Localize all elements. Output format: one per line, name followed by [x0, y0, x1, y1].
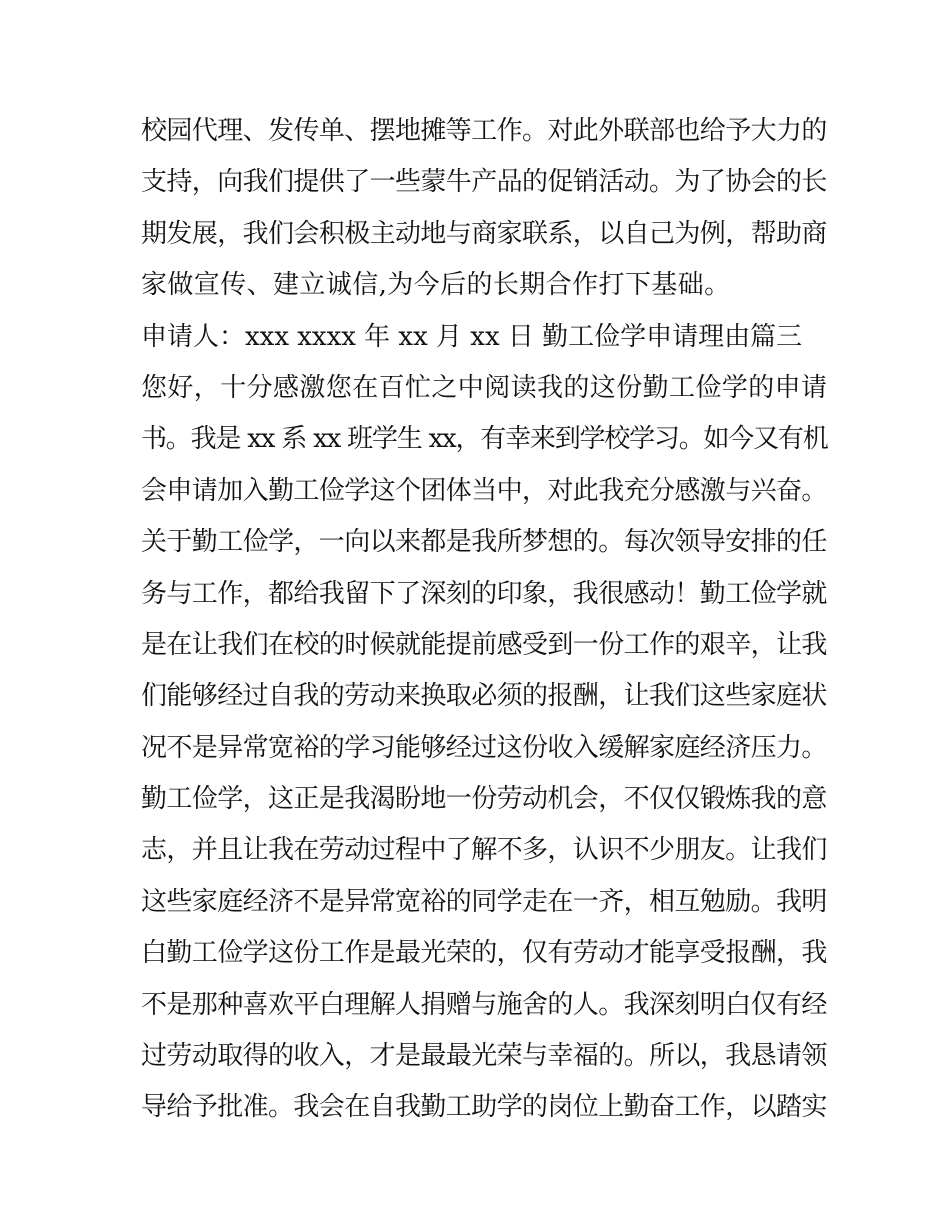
text-line: 过劳动取得的收入，才是最最光荣与幸福的。所以，我恳请领	[141, 1041, 827, 1072]
text-line: 况不是异常宽裕的学习能够经过这份收入缓解家庭经济压力。	[141, 732, 827, 763]
body-text	[141, 106, 831, 1134]
text-line: 校园代理、发传单、摆地摊等工作。对此外联部也给予大力的	[141, 116, 827, 146]
text-line: 这些家庭经济不是异常宽裕的同学走在一齐，相互勉励。我明	[141, 886, 827, 917]
text-line: 期发展，我们会积极主动地与商家联系，以自己为例，帮助商	[141, 218, 827, 249]
text-line: 导给予批准。我会在自我勤工助学的岗位上勤奋工作，以踏实	[141, 1092, 827, 1123]
text-line: 书。我是 xx 系 xx 班学生 xx，有幸来到学校学习。如今又有机	[141, 424, 828, 455]
text-line: 务与工作，都给我留下了深刻的印象，我很感动！勤工俭学就	[141, 578, 827, 609]
applicant-line: 申请人：xxx xxxx 年 xx 月 xx 日 勤工俭学申请理由篇三	[141, 321, 803, 352]
text-line: 会申请加入勤工俭学这个团体当中，对此我充分感激与兴奋。	[141, 475, 827, 506]
text-line: 您好，十分感激您在百忙之中阅读我的这份勤工俭学的申请	[141, 372, 828, 403]
text-line: 是在让我们在校的时候就能提前感受到一份工作的艰辛，让我	[141, 629, 827, 660]
text-line: 志，并且让我在劳动过程中了解不多，认识不少朋友。让我们	[141, 835, 827, 866]
text-line: 家做宣传、建立诚信,为今后的长期合作打下基础。	[141, 270, 731, 301]
text-line: 们能够经过自我的劳动来换取必须的报酬，让我们这些家庭状	[141, 681, 827, 712]
text-line: 不是那种喜欢平白理解人捐赠与施舍的人。我深刻明白仅有经	[141, 989, 827, 1020]
text-line: 勤工俭学，这正是我渴盼地一份劳动机会，不仅仅锻炼我的意	[141, 784, 827, 815]
text-line: 支持，向我们提供了一些蒙牛产品的促销活动。为了协会的长	[141, 167, 827, 198]
text-line: 白勤工俭学这份工作是最光荣的，仅有劳动才能享受报酬，我	[141, 938, 827, 969]
text-line: 关于勤工俭学，一向以来都是我所梦想的。每次领导安排的任	[141, 527, 827, 558]
